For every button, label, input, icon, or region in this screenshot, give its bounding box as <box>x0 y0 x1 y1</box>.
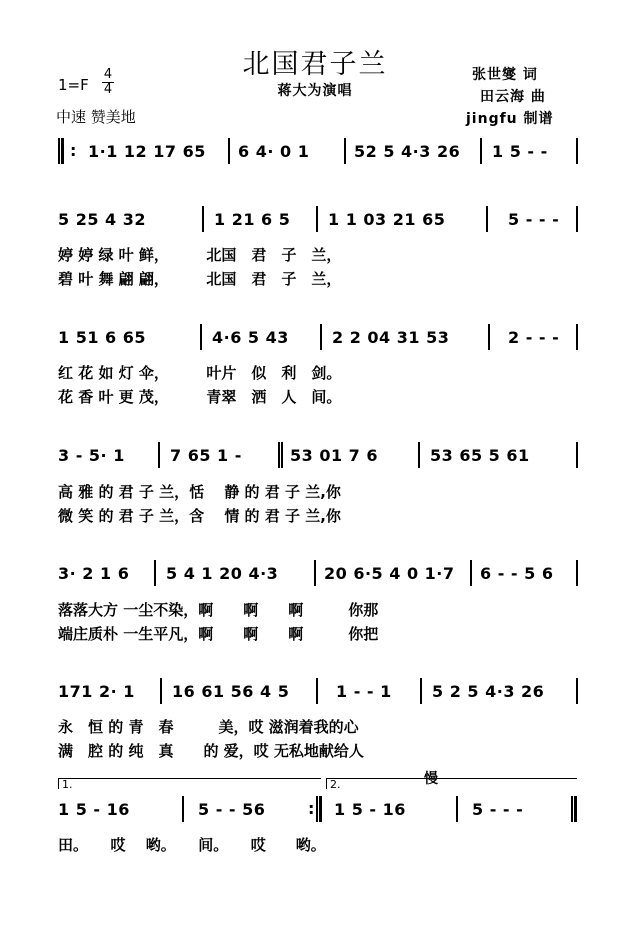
measure: 53 01 7 6 <box>290 446 379 465</box>
measure: 3· 2 1 6 <box>58 564 130 583</box>
measure: 2 2 04 31 53 <box>332 328 450 347</box>
lyric-line-1: 永 恒 的 青 春 美，哎 滋润着我的心 <box>58 718 359 736</box>
lyric-line-2: 微 笑 的 君 子 兰，含 情 的 君 子 兰,你 <box>58 507 341 525</box>
volta-1-bracket <box>58 778 321 789</box>
song-title: 北国君子兰 <box>242 49 388 80</box>
measure: 5 - - - <box>472 800 524 819</box>
tempo-marking: 中速 赞美地 <box>56 108 136 126</box>
measure: 171 2· 1 <box>58 682 135 701</box>
meter-bottom: 4 <box>103 82 113 97</box>
slow-marking: 慢 <box>424 771 438 787</box>
lyric-line-2: 碧 叶 舞 翩 翩， 北国 君 子 兰， <box>58 270 342 288</box>
measure: 6 - - 5 6 <box>480 564 554 583</box>
lyric-line-2: 满 腔 的 纯 真 的 爱，哎 无私地献给人 <box>58 742 364 760</box>
lyric-line-1: 婷 婷 绿 叶 鲜， 北国 君 子 兰， <box>58 246 342 264</box>
lyric-line-1: 高 雅 的 君 子 兰，恬 静 的 君 子 兰,你 <box>58 483 341 501</box>
measure: 1 1 03 21 65 <box>328 210 446 229</box>
measure: 1 5 - 16 <box>334 800 406 819</box>
measure: 20 6·5 4 0 1·7 <box>324 564 455 583</box>
measure: 4·6 5 43 <box>212 328 289 347</box>
lyric-line-2: 端庄质朴 一生平凡，啊 啊 啊 你把 <box>58 625 379 643</box>
volta-1-label: 1. <box>62 778 73 791</box>
measure: 5 - - 56 <box>198 800 266 819</box>
measure: 3 - 5· 1 <box>58 446 125 465</box>
lyric-line-1: 红 花 如 灯 伞， 叶片 似 利 剑。 <box>58 364 342 382</box>
measure: 16 61 56 4 5 <box>172 682 290 701</box>
measure: 2 - - - <box>508 328 560 347</box>
lyricist-credit: 张世燮 词 <box>472 67 538 83</box>
measure: 52 5 4·3 26 <box>354 142 461 161</box>
measure: 6 4· 0 1 <box>238 142 310 161</box>
lyric-line-1: 田。 哎 哟。 间。 哎 哟。 <box>58 836 326 854</box>
key-signature: 1=F <box>58 76 89 94</box>
arranger-credit: jingfu 制谱 <box>466 111 554 127</box>
volta-2-bracket <box>326 778 577 789</box>
measure: 1 21 6 5 <box>214 210 291 229</box>
measure: 7 65 1 - <box>170 446 242 465</box>
meter-top: 4 <box>103 67 113 82</box>
measure: 53 65 5 61 <box>430 446 530 465</box>
measure: 1 - - 1 <box>336 682 392 701</box>
singer-credit: 蒋大为演唱 <box>277 83 353 99</box>
volta-2-label: 2. <box>330 778 341 791</box>
lyric-line-1: 落落大方 一尘不染，啊 啊 啊 你那 <box>58 601 379 619</box>
lyric-line-2: 花 香 叶 更 茂， 青翠 洒 人 间。 <box>58 388 342 406</box>
measure: 1 5 - - <box>492 142 548 161</box>
measure: 5 2 5 4·3 26 <box>432 682 545 701</box>
measure: 1 51 6 65 <box>58 328 147 347</box>
measure: 1 5 - 16 <box>58 800 130 819</box>
time-signature <box>102 68 114 97</box>
measure: 5 25 4 32 <box>58 210 147 229</box>
measure: 5 4 1 20 4·3 <box>166 564 279 583</box>
measure: 1·1 12 17 65 <box>88 142 206 161</box>
measure: 5 - - - <box>508 210 560 229</box>
composer-credit: 田云海 曲 <box>480 89 546 105</box>
